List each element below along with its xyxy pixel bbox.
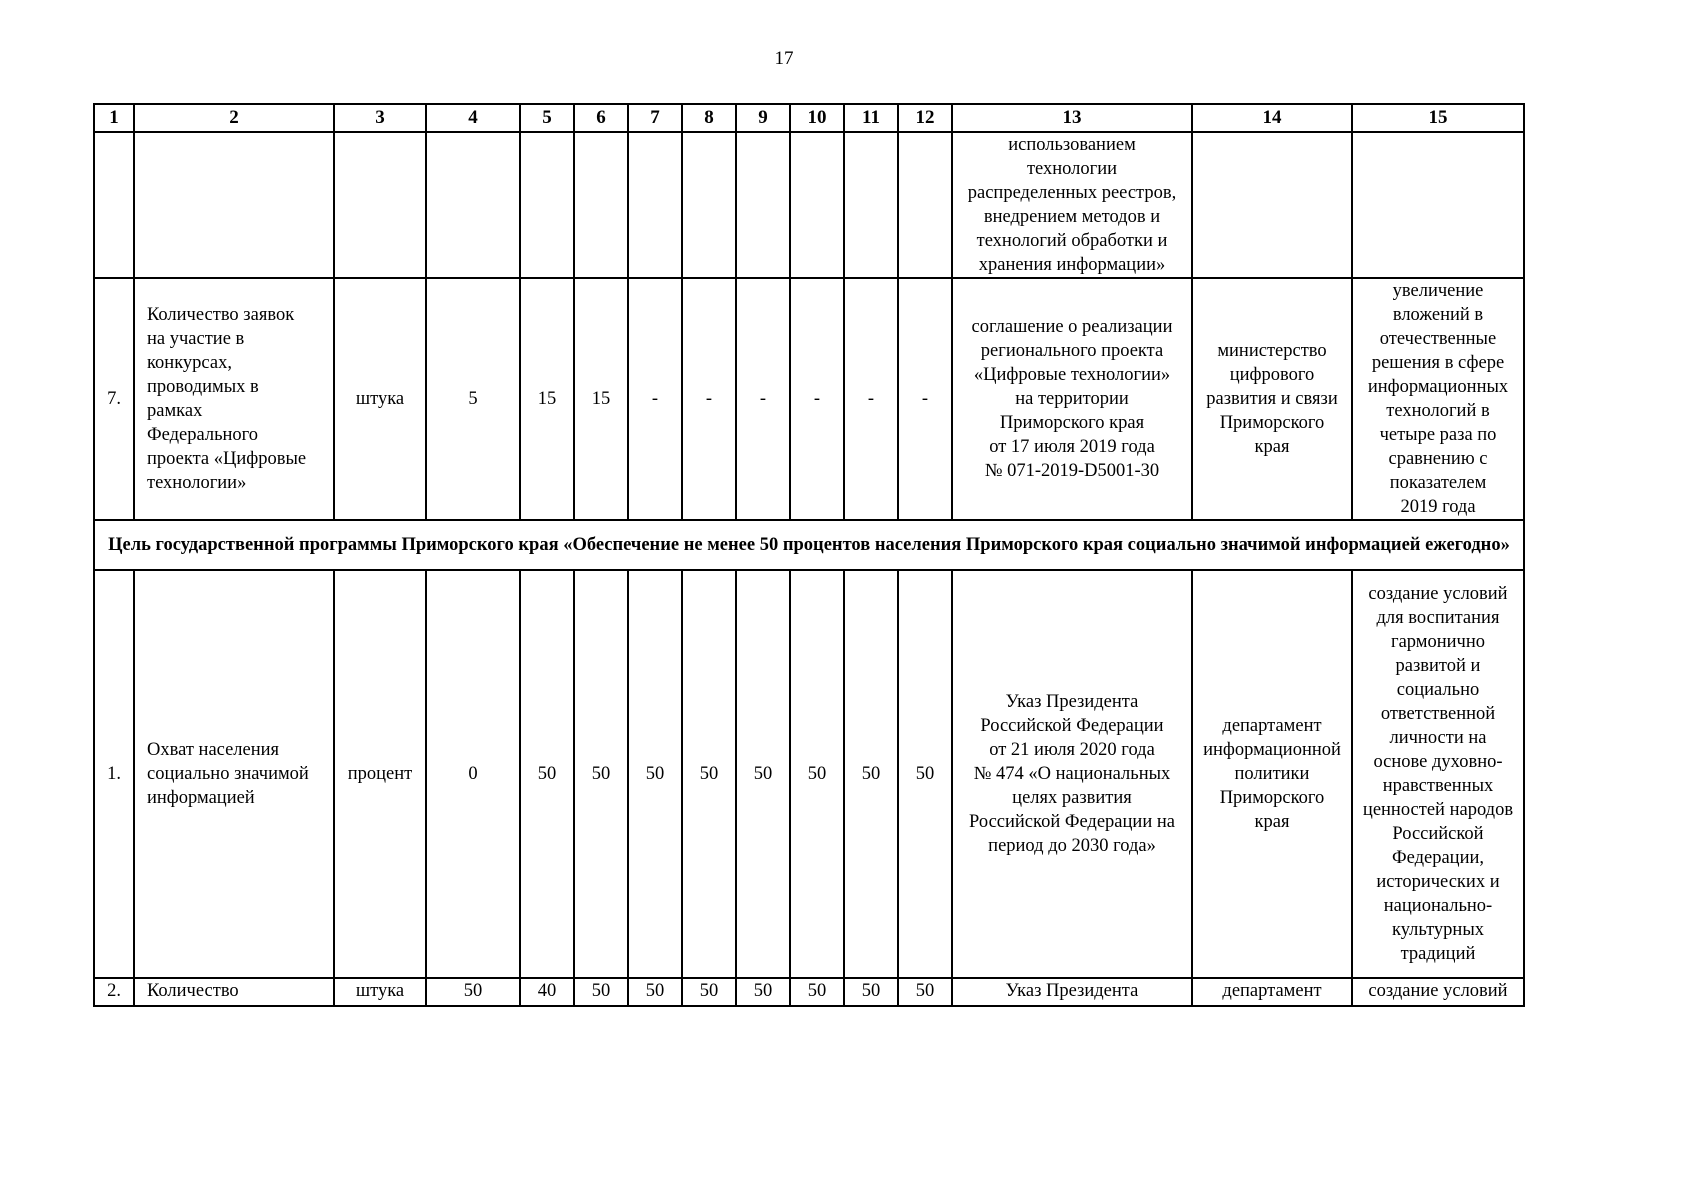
- page-number: 17: [774, 48, 794, 69]
- indicator-name: Количество: [134, 978, 334, 1006]
- goal-row: [94, 520, 1524, 570]
- unit-cell: штука: [334, 278, 426, 520]
- header-cell: 6: [574, 104, 628, 132]
- header-cell: 3: [334, 104, 426, 132]
- value-cell: 50: [574, 570, 628, 978]
- value-cell: 50: [520, 570, 574, 978]
- basis-cell: Указ Президента: [952, 978, 1192, 1006]
- indicator-name: Охват населения социально значимой информацией: [134, 570, 334, 978]
- value-cell: 50: [844, 570, 898, 978]
- header-cell: 13: [952, 104, 1192, 132]
- responsible-cell: департамент: [1192, 978, 1352, 1006]
- basis-cell: использованием технологии распределенных реестров, внедрением методов и технологий обработки и хранения информации»: [952, 132, 1192, 278]
- row-number: 2.: [94, 978, 134, 1006]
- basis-cell: Указ Президента Российской Федерации от 21 июля 2020 года № 474 «О национальных целях развития Российской Федерации на период до 2030 года»: [952, 570, 1192, 978]
- value-cell: -: [790, 278, 844, 520]
- unit-cell: процент: [334, 570, 426, 978]
- value-cell: -: [898, 278, 952, 520]
- value-cell: 50: [574, 978, 628, 1006]
- value-cell: -: [682, 278, 736, 520]
- indicator-name: Количество заявок на участие в конкурсах, проводимых в рамках Федерального проекта «Цифровые технологии»: [134, 278, 334, 520]
- value-cell: 5: [426, 278, 520, 520]
- value-cell: 50: [736, 978, 790, 1006]
- result-cell: создание условий для воспитания гармонично развитой и социально ответственной личности на основе духовно- нравственных ценностей народов Российской Федерации, исторических и национально- культурных традиций: [1352, 570, 1524, 978]
- goal-heading: Цель государственной программы Приморского края «Обеспечение не менее 50 процентов населения Приморского края социально значимой информацией ежегодно»: [94, 520, 1524, 570]
- value-cell: 15: [574, 278, 628, 520]
- header-cell: 14: [1192, 104, 1352, 132]
- value-cell: 50: [790, 978, 844, 1006]
- responsible-cell: министерство цифрового развития и связи Приморского края: [1192, 278, 1352, 520]
- table-row-continuation: [94, 132, 1524, 278]
- value-cell: -: [844, 278, 898, 520]
- header-cell: 9: [736, 104, 790, 132]
- header-cell: 4: [426, 104, 520, 132]
- value-cell: 50: [628, 570, 682, 978]
- value-cell: 50: [736, 570, 790, 978]
- header-cell: 5: [520, 104, 574, 132]
- value-cell: 50: [898, 570, 952, 978]
- value-cell: -: [736, 278, 790, 520]
- value-cell: 50: [682, 978, 736, 1006]
- value-cell: 40: [520, 978, 574, 1006]
- value-cell: 50: [790, 570, 844, 978]
- indicators-table: [93, 103, 1525, 1007]
- unit-cell: штука: [334, 978, 426, 1006]
- value-cell: 50: [628, 978, 682, 1006]
- header-cell: 15: [1352, 104, 1524, 132]
- table-header-row: [94, 104, 1524, 132]
- header-cell: 12: [898, 104, 952, 132]
- value-cell: 15: [520, 278, 574, 520]
- table-row: [94, 278, 1524, 520]
- table-row: [94, 978, 1524, 1006]
- header-cell: 2: [134, 104, 334, 132]
- row-number: 7.: [94, 278, 134, 520]
- table-row: [94, 570, 1524, 978]
- value-cell: -: [628, 278, 682, 520]
- basis-cell: соглашение о реализации регионального проекта «Цифровые технологии» на территории Приморского края от 17 июля 2019 года № 071-2019-D5001-30: [952, 278, 1192, 520]
- value-cell: 50: [844, 978, 898, 1006]
- responsible-cell: департамент информационной политики Приморского края: [1192, 570, 1352, 978]
- value-cell: 50: [426, 978, 520, 1006]
- value-cell: 0: [426, 570, 520, 978]
- header-cell: 1: [94, 104, 134, 132]
- header-cell: 11: [844, 104, 898, 132]
- header-cell: 10: [790, 104, 844, 132]
- value-cell: 50: [682, 570, 736, 978]
- header-cell: 7: [628, 104, 682, 132]
- result-cell: увеличение вложений в отечественные решения в сфере информационных технологий в четыре раза по сравнению с показателем 2019 года: [1352, 278, 1524, 520]
- row-number: 1.: [94, 570, 134, 978]
- result-cell: создание условий: [1352, 978, 1524, 1006]
- header-cell: 8: [682, 104, 736, 132]
- value-cell: 50: [898, 978, 952, 1006]
